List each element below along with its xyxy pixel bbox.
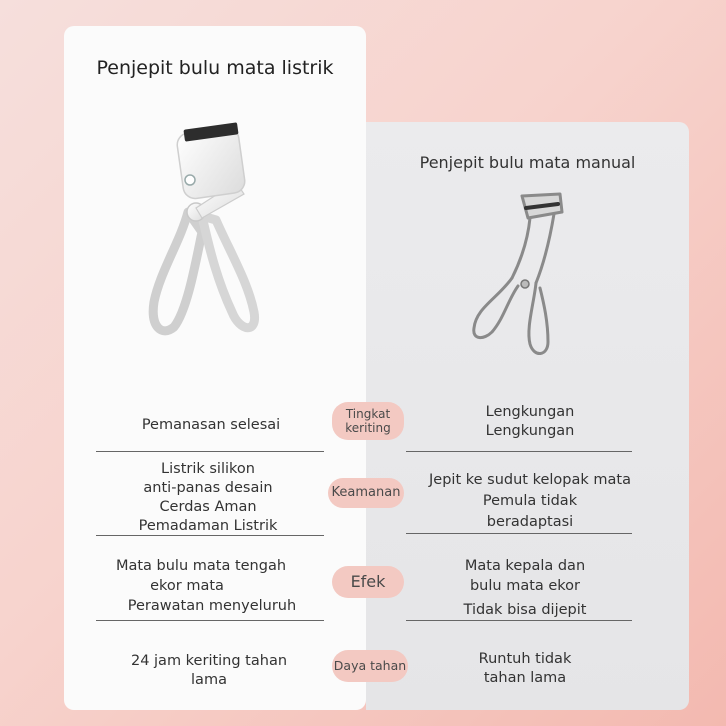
left-row-1-line-1: Pemanasan selesai [141, 417, 281, 433]
badge-safety-label: Keamanan [331, 485, 401, 500]
badge-curl-level-line-2: keriting [345, 421, 391, 435]
badge-curl-level [332, 402, 404, 440]
left-row-2-line-4: Pemadaman Listrik [138, 518, 278, 534]
left-row-3-line-2: ekor mata [150, 578, 224, 594]
left-row-2-line-1: Listrik silikon [161, 461, 255, 477]
badge-curl-level-line-1: Tingkat [345, 407, 391, 421]
left-row-2-line-2: anti-panas desain [143, 480, 273, 496]
left-divider-3 [96, 620, 324, 621]
right-row-2 [405, 470, 655, 533]
right-divider-3 [406, 620, 632, 621]
badge-durability [332, 650, 408, 682]
left-row-3 [96, 556, 306, 616]
right-row-3-line-3: Tidak bisa dijepit [463, 602, 587, 618]
badge-durability-label: Daya tahan [333, 658, 407, 673]
badge-effect [332, 566, 404, 598]
electric-eyelash-curler-image [140, 112, 290, 352]
right-divider-2 [406, 533, 632, 534]
right-row-1 [405, 403, 655, 441]
left-row-3-line-3: Perawatan menyeluruh [127, 598, 297, 614]
right-divider-1 [406, 451, 632, 452]
left-divider-2 [96, 535, 324, 536]
right-row-3 [395, 556, 655, 620]
left-row-2 [96, 460, 320, 536]
manual-eyelash-curler-image [468, 188, 568, 368]
right-row-2-line-3: beradaptasi [486, 514, 574, 530]
right-row-2-line-2: Pemula tidak [482, 493, 578, 509]
right-row-4 [395, 650, 655, 688]
right-row-4-line-1: Runtuh tidak [478, 651, 572, 667]
left-divider-1 [96, 451, 324, 452]
badge-safety [328, 478, 404, 508]
right-row-3-line-2: bulu mata ekor [469, 578, 581, 594]
left-row-3-line-1: Mata bulu mata tengah [115, 558, 287, 574]
left-row-2-line-3: Cerdas Aman [159, 499, 257, 515]
left-row-4-line-2: lama [191, 672, 227, 688]
badge-effect-label: Efek [350, 572, 386, 591]
right-row-2-line-1: Jepit ke sudut kelopak mata [429, 472, 631, 488]
right-row-1-line-1: Lengkungan [485, 404, 575, 420]
left-row-4 [96, 652, 322, 690]
right-row-4-line-2: tahan lama [483, 670, 567, 686]
electric-curler-title: Penjepit bulu mata listrik [96, 57, 334, 79]
left-row-1 [96, 416, 326, 435]
right-row-1-line-2: Lengkungan [485, 423, 575, 439]
right-row-3-line-1: Mata kepala dan [464, 558, 586, 574]
left-row-4-line-1: 24 jam keriting tahan [130, 653, 288, 669]
manual-curler-title: Penjepit bulu mata manual [419, 153, 636, 172]
